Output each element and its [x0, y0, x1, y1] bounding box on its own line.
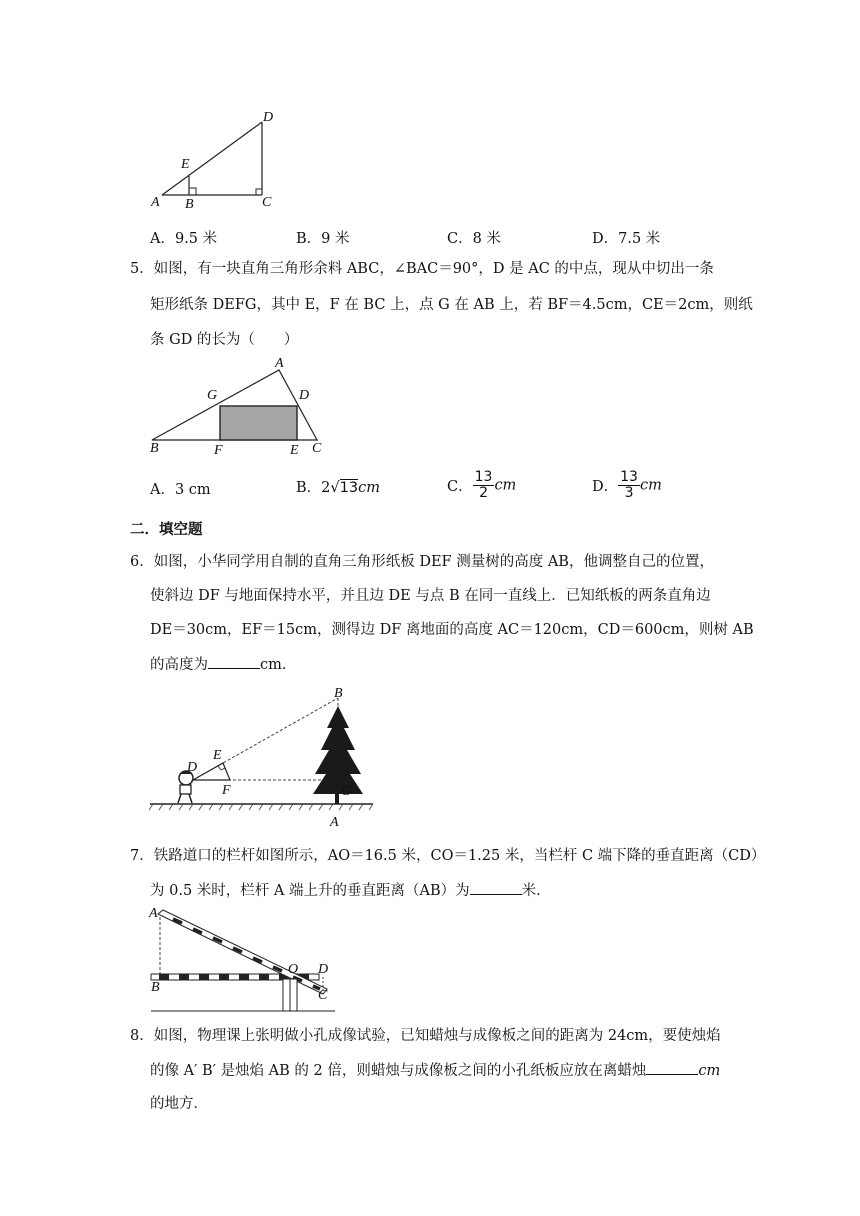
q4-label-A: A: [151, 195, 160, 210]
q5-option-b-radicand: 13: [339, 480, 359, 496]
q4-option-d[interactable]: D．7.5 米: [592, 231, 661, 247]
q4-label-B: B: [185, 197, 194, 212]
q4-label-C: C: [262, 195, 272, 210]
q5-label-A: A: [275, 356, 284, 371]
q6-label-F: F: [222, 783, 231, 798]
q7-label-O: O: [288, 962, 299, 977]
q5-text-line3: 条 GD 的长为（ ）: [150, 332, 299, 348]
q5-option-d-fraction: [618, 470, 640, 501]
q6-answer-blank[interactable]: [208, 654, 260, 669]
q6-label-D: D: [187, 760, 198, 775]
section-title-fill-in: 二．填空题: [130, 522, 203, 538]
fraction-numerator: 13: [474, 469, 493, 485]
q6-label-C: C: [341, 784, 351, 799]
q5-option-a-text: A．3 cm: [150, 482, 211, 498]
q7-text-line2: [150, 880, 551, 901]
q4-figure: [140, 108, 300, 208]
q7-label-B: B: [151, 980, 160, 995]
q7-answer-blank[interactable]: [470, 880, 522, 895]
q6-text-line3: DE＝30cm，EF＝15cm，测得边 DF 离地面的高度 AC＝120cm，CD＝600cm，则树 AB: [150, 622, 754, 638]
q7-label-A: A: [149, 906, 158, 921]
q5-option-c-prefix: C．: [447, 479, 473, 495]
q5-option-a[interactable]: [150, 478, 211, 499]
q5-text-line1: 5．如图，有一块直角三角形余料 ABC，∠BAC＝90°，D 是 AC 的中点，现从中切出一条: [130, 261, 714, 277]
q5-option-c-fraction: [473, 470, 495, 501]
q5-option-c-unit: cm: [494, 477, 517, 494]
q5-label-B: B: [150, 441, 159, 456]
q6-text-line2: 使斜边 DF 与地面保持水平，并且边 DE 与点 B 在同一直线上．已知纸板的两条直角边: [150, 588, 711, 604]
q7-label-D: D: [318, 962, 329, 977]
fraction-denominator: 2: [479, 485, 488, 501]
q8-line2-prefix: 的像 A′ B′ 是烛焰 AB 的 2 倍，则蜡烛与成像板之间的小孔纸板应放在离蜡烛: [150, 1063, 647, 1079]
q4-option-c[interactable]: C．8 米: [447, 231, 501, 247]
q7-line2-suffix: 米．: [521, 883, 551, 899]
q6-figure: [145, 686, 385, 826]
q5-option-d-unit: cm: [639, 477, 662, 494]
q7-figure: [145, 905, 345, 1015]
q5-option-b[interactable]: [296, 476, 380, 497]
q5-text-line2: 矩形纸条 DEFG，其中 E，F 在 BC 上，点 G 在 AB 上，若 BF＝4.5cm，CE＝2cm，则纸: [150, 297, 753, 313]
q4-label-D: D: [263, 110, 274, 125]
q8-text-line1: 8．如图，物理课上张明做小孔成像试验，已知蜡烛与成像板之间的距离为 24cm，要使烛焰: [130, 1028, 721, 1044]
q7-line2-prefix: 为 0.5 米时，栏杆 A 端上升的垂直距离（AB）为: [150, 883, 470, 899]
sqrt-symbol: √: [330, 480, 340, 496]
q5-option-d[interactable]: [592, 470, 662, 501]
q5-label-F: F: [214, 443, 223, 458]
q6-label-E: E: [213, 748, 222, 763]
q7-text-line1: 7．铁路道口的栏杆如图所示，AO＝16.5 米，CO＝1.25 米，当栏杆 C 端下降的垂直距离（CD）: [130, 848, 766, 864]
q5-label-E: E: [290, 443, 299, 458]
q4-option-b[interactable]: B．9 米: [296, 231, 350, 247]
q5-option-d-prefix: D．: [592, 479, 619, 495]
q5-option-c[interactable]: [447, 470, 516, 501]
q4-option-a[interactable]: A．9.5 米: [150, 231, 218, 247]
q7-label-C: C: [318, 988, 328, 1003]
q5-figure: [140, 355, 340, 455]
q5-option-b-prefix: B．2: [296, 480, 331, 496]
q5-option-b-unit: cm: [358, 480, 380, 496]
q5-label-C: C: [312, 441, 322, 456]
q6-text-line4: [150, 654, 296, 675]
q5-label-D: D: [299, 388, 310, 403]
q6-line4-suffix: cm．: [260, 657, 297, 673]
q6-label-B: B: [334, 686, 343, 701]
fraction-numerator: 13: [620, 469, 638, 485]
fraction-denominator: 3: [624, 485, 634, 501]
q6-text-line1: 6．如图，小华同学用自制的直角三角形纸板 DEF 测量树的高度 AB，他调整自己的位置，: [130, 554, 714, 570]
q8-text-line3: 的地方．: [150, 1096, 208, 1112]
q6-label-A: A: [330, 815, 339, 830]
q8-line2-suffix: cm: [698, 1063, 721, 1079]
q4-label-E: E: [181, 157, 190, 172]
q8-text-line2: [150, 1060, 720, 1081]
q5-label-G: G: [207, 388, 218, 403]
q6-line4-prefix: 的高度为: [150, 657, 208, 673]
q8-answer-blank[interactable]: [646, 1060, 698, 1075]
